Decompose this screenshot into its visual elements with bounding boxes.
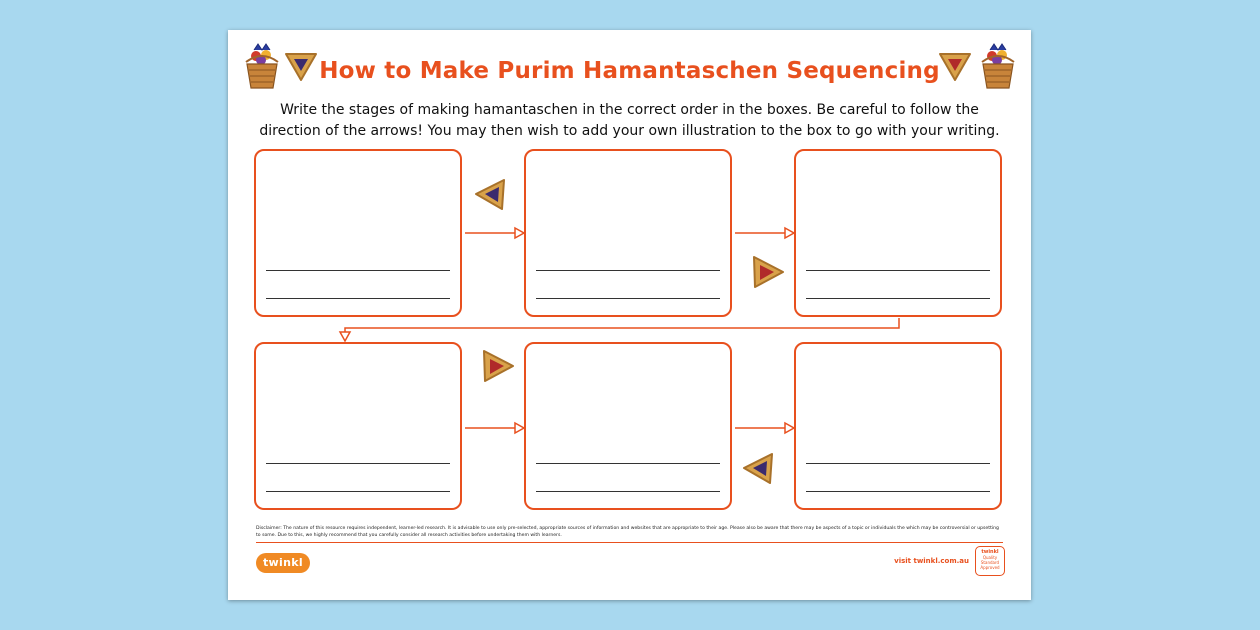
- writing-line[interactable]: [536, 463, 720, 464]
- quality-badge: [975, 546, 1005, 576]
- sequence-box-5[interactable]: [524, 342, 732, 510]
- hamantaschen-icon: [740, 450, 776, 486]
- worksheet-page: [228, 30, 1031, 600]
- badge-text: Quality Standard Approved: [980, 555, 1000, 570]
- page-title: How to Make Purim Hamantaschen Sequencing: [319, 58, 940, 84]
- writing-line[interactable]: [806, 270, 990, 271]
- arrow-down-icon: [345, 318, 899, 332]
- twinkl-logo[interactable]: twinkl: [256, 553, 310, 573]
- hamantaschen-icon: [750, 254, 786, 290]
- writing-line[interactable]: [806, 463, 990, 464]
- sequence-box-4[interactable]: [254, 342, 462, 510]
- writing-line[interactable]: [806, 298, 990, 299]
- footer-divider: [256, 542, 1003, 543]
- visit-link[interactable]: visit twinkl.com.au: [894, 557, 969, 565]
- badge-title: twinkl: [981, 549, 999, 555]
- disclaimer-text: Disclaimer: The nature of this resource requires independent, learner-led research. It is advisable to use only pre-selected, appropriate sources of information and websites that are appropriate to their age. Please also be aware that there may be aspects of a topic or individuals the which may be controversial or upsetting to some. Due to this, we highly recommend that you carefully consider all research activities before undertaking them with learners.: [256, 526, 999, 538]
- writing-line[interactable]: [536, 298, 720, 299]
- sequence-box-3[interactable]: [794, 149, 1002, 317]
- instructions-text: Write the stages of making hamantaschen in the correct order in the boxes. Be careful to follow the direction of the arrows! You may then wish to add your own illustration to the box to go with your writing.: [259, 102, 1000, 139]
- writing-line[interactable]: [266, 270, 450, 271]
- sequence-box-6[interactable]: [794, 342, 1002, 510]
- hamantaschen-icon: [472, 176, 508, 212]
- writing-line[interactable]: [266, 491, 450, 492]
- writing-line[interactable]: [266, 298, 450, 299]
- writing-line[interactable]: [266, 463, 450, 464]
- writing-line[interactable]: [806, 491, 990, 492]
- hamantaschen-icon: [480, 348, 516, 384]
- writing-line[interactable]: [536, 270, 720, 271]
- writing-line[interactable]: [536, 491, 720, 492]
- sequence-box-1[interactable]: [254, 149, 462, 317]
- sequence-box-2[interactable]: [524, 149, 732, 317]
